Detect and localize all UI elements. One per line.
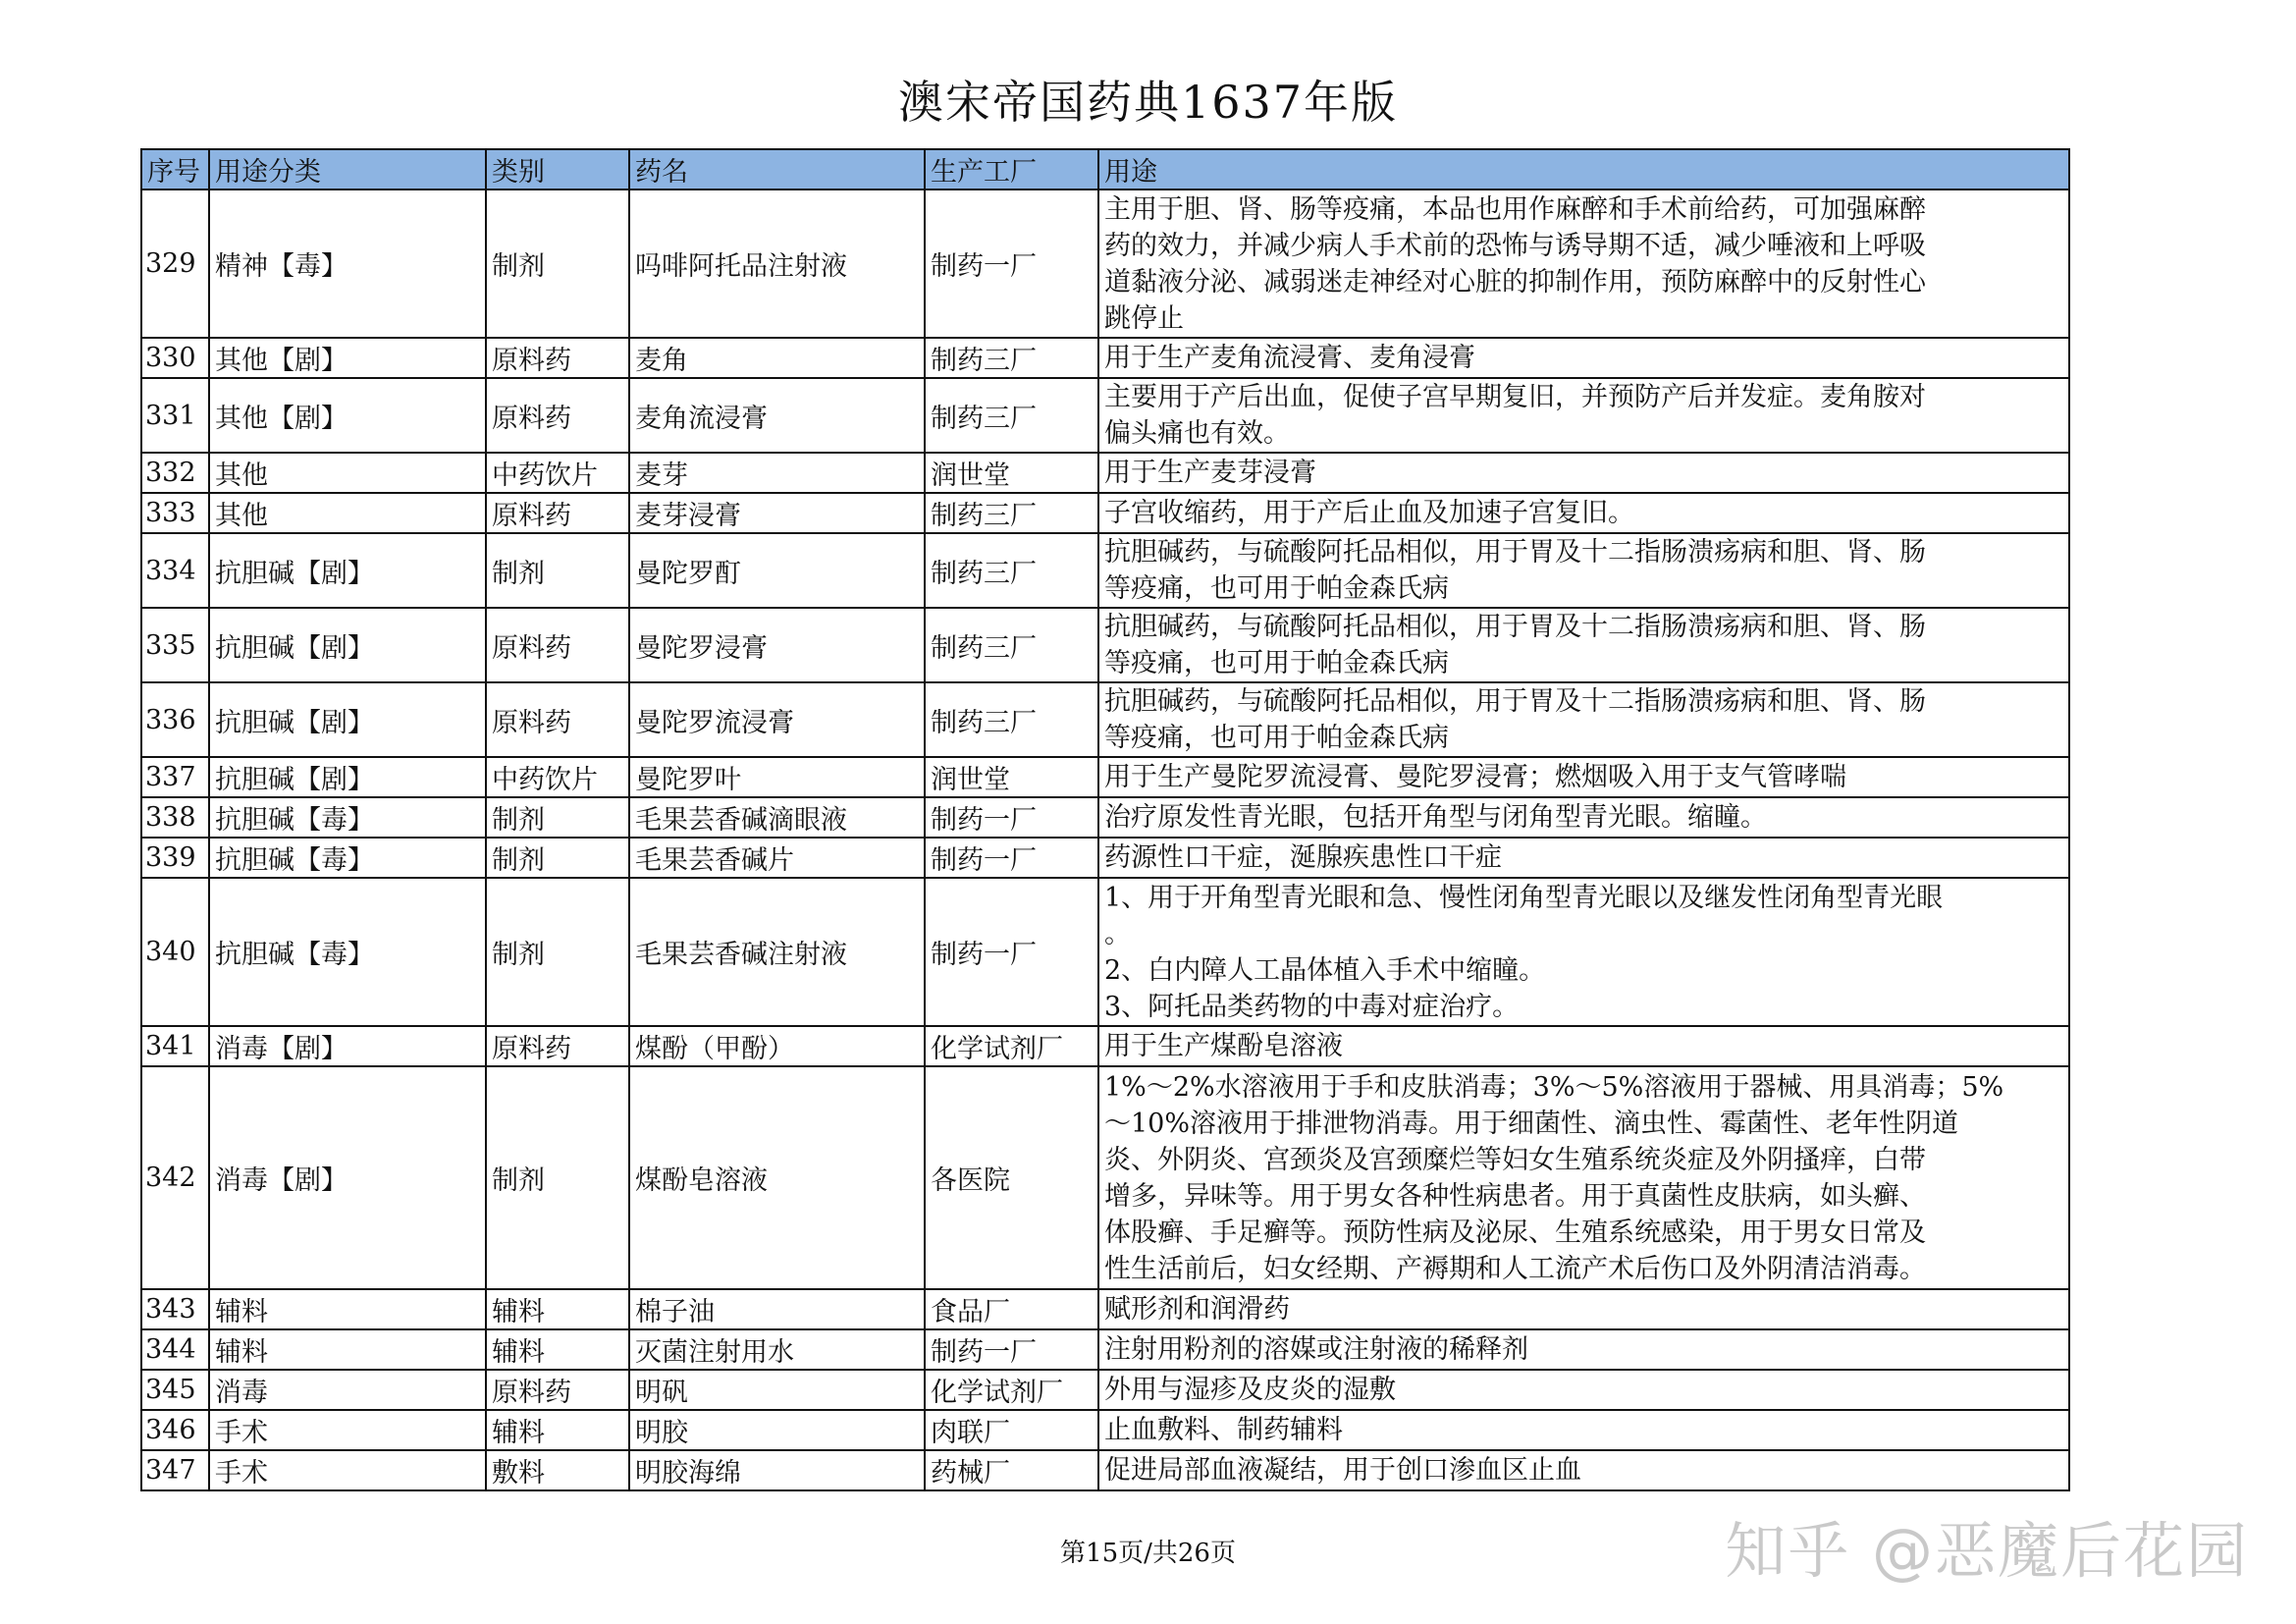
row-factory: 制药一厂 [925, 1329, 1098, 1370]
row-usage: 抗胆碱药，与硫酸阿托品相似，用于胃及十二指肠溃疡病和胆、肾、肠 等疫痛，也可用于帕金森氏病 [1098, 533, 2069, 608]
row-factory: 肉联厂 [925, 1410, 1098, 1450]
row-type: 制剂 [486, 878, 629, 1026]
header-no: 序号 [141, 149, 209, 189]
row-usage: 抗胆碱药，与硫酸阿托品相似，用于胃及十二指肠溃疡病和胆、肾、肠 等疫痛，也可用于帕金森氏病 [1098, 682, 2069, 757]
row-type: 辅料 [486, 1289, 629, 1329]
row-usage: 止血敷料、制药辅料 [1098, 1410, 2069, 1450]
pharmacopoeia-table [140, 148, 2070, 1491]
row-category: 其他 [209, 453, 486, 493]
table-row [141, 189, 2069, 338]
row-category: 其他 [209, 493, 486, 533]
row-usage: 促进局部血液凝结，用于创口渗血区止血 [1098, 1450, 2069, 1490]
header-factory: 生产工厂 [925, 149, 1098, 189]
row-number: 332 [141, 453, 209, 493]
row-number: 342 [141, 1066, 209, 1289]
document-title: 澳宋帝国药典1637年版 [897, 76, 1399, 129]
row-number: 338 [141, 797, 209, 838]
row-category: 抗胆碱【毒】 [209, 878, 486, 1026]
row-drug-name: 毛果芸香碱片 [629, 838, 925, 878]
row-category: 手术 [209, 1450, 486, 1490]
row-drug-name: 灭菌注射用水 [629, 1329, 925, 1370]
row-number: 344 [141, 1329, 209, 1370]
row-factory: 制药一厂 [925, 189, 1098, 338]
row-type: 制剂 [486, 797, 629, 838]
row-usage: 用于生产麦芽浸膏 [1098, 453, 2069, 493]
row-category: 其他【剧】 [209, 378, 486, 453]
row-drug-name: 曼陀罗叶 [629, 757, 925, 797]
row-type: 原料药 [486, 1026, 629, 1066]
row-usage: 注射用粉剂的溶媒或注射液的稀释剂 [1098, 1329, 2069, 1370]
table-row [141, 1370, 2069, 1410]
row-drug-name: 曼陀罗流浸膏 [629, 682, 925, 757]
row-type: 原料药 [486, 378, 629, 453]
table-row [141, 1066, 2069, 1289]
row-usage: 用于生产麦角流浸膏、麦角浸膏 [1098, 338, 2069, 378]
row-factory: 润世堂 [925, 757, 1098, 797]
row-drug-name: 毛果芸香碱滴眼液 [629, 797, 925, 838]
table-row [141, 1450, 2069, 1490]
row-type: 中药饮片 [486, 453, 629, 493]
row-drug-name: 麦角 [629, 338, 925, 378]
row-number: 333 [141, 493, 209, 533]
row-number: 343 [141, 1289, 209, 1329]
row-factory: 制药一厂 [925, 797, 1098, 838]
row-usage: 1%～2%水溶液用于手和皮肤消毒；3%～5%溶液用于器械、用具消毒；5% ～10%溶液用于排泄物消毒。用于细菌性、滴虫性、霉菌性、老年性阴道 炎、外阴炎、宫颈炎及宫颈糜烂等妇女生殖系统炎症及外阴搔痒，白带 增多，异味等。用于男女各种性病患者。用于真菌性皮肤病，如头癣、 体股癣、手足癣等。预防性病及泌尿、生殖系统感染，用于男女日常及 性生活前后，妇女经期、产褥期和人工流产术后伤口及外阴清洁消毒。 [1098, 1066, 2069, 1289]
row-drug-name: 煤酚（甲酚） [629, 1026, 925, 1066]
row-drug-name: 煤酚皂溶液 [629, 1066, 925, 1289]
table-row [141, 1329, 2069, 1370]
row-category: 辅料 [209, 1329, 486, 1370]
table-row [141, 378, 2069, 453]
header-usage: 用途 [1098, 149, 2069, 189]
row-drug-name: 吗啡阿托品注射液 [629, 189, 925, 338]
table-row [141, 838, 2069, 878]
table-row [141, 757, 2069, 797]
row-usage: 用于生产煤酚皂溶液 [1098, 1026, 2069, 1066]
table-header-row [141, 149, 2069, 189]
row-type: 原料药 [486, 608, 629, 682]
row-usage: 1、用于开角型青光眼和急、慢性闭角型青光眼以及继发性闭角型青光眼 。 2、白内障人工晶体植入手术中缩瞳。 3、阿托品类药物的中毒对症治疗。 [1098, 878, 2069, 1026]
row-type: 制剂 [486, 189, 629, 338]
row-type: 制剂 [486, 838, 629, 878]
row-number: 340 [141, 878, 209, 1026]
row-factory: 制药三厂 [925, 338, 1098, 378]
row-factory: 药械厂 [925, 1450, 1098, 1490]
row-factory: 制药三厂 [925, 682, 1098, 757]
row-number: 346 [141, 1410, 209, 1450]
row-type: 原料药 [486, 682, 629, 757]
row-type: 原料药 [486, 1370, 629, 1410]
row-category: 消毒 [209, 1370, 486, 1410]
row-number: 330 [141, 338, 209, 378]
row-usage: 抗胆碱药，与硫酸阿托品相似，用于胃及十二指肠溃疡病和胆、肾、肠 等疫痛，也可用于帕金森氏病 [1098, 608, 2069, 682]
row-drug-name: 明矾 [629, 1370, 925, 1410]
row-usage: 子宫收缩药，用于产后止血及加速子宫复旧。 [1098, 493, 2069, 533]
table-row [141, 493, 2069, 533]
row-category: 精神【毒】 [209, 189, 486, 338]
table-row [141, 338, 2069, 378]
row-number: 337 [141, 757, 209, 797]
watermark-text: 知乎 @恶魔后花园 [1725, 1515, 2249, 1587]
row-usage: 药源性口干症，涎腺疾患性口干症 [1098, 838, 2069, 878]
row-number: 336 [141, 682, 209, 757]
table-row [141, 682, 2069, 757]
row-drug-name: 曼陀罗浸膏 [629, 608, 925, 682]
row-number: 331 [141, 378, 209, 453]
row-factory: 各医院 [925, 1066, 1098, 1289]
table-row [141, 797, 2069, 838]
row-type: 辅料 [486, 1410, 629, 1450]
row-number: 329 [141, 189, 209, 338]
row-usage: 主要用于产后出血，促使子宫早期复旧，并预防产后并发症。麦角胺对 偏头痛也有效。 [1098, 378, 2069, 453]
row-usage: 赋形剂和润滑药 [1098, 1289, 2069, 1329]
table-row [141, 1289, 2069, 1329]
row-number: 334 [141, 533, 209, 608]
row-usage: 用于生产曼陀罗流浸膏、曼陀罗浸膏；燃烟吸入用于支气管哮喘 [1098, 757, 2069, 797]
row-category: 抗胆碱【毒】 [209, 797, 486, 838]
header-category: 用途分类 [209, 149, 486, 189]
row-factory: 制药一厂 [925, 838, 1098, 878]
row-category: 辅料 [209, 1289, 486, 1329]
row-category: 手术 [209, 1410, 486, 1450]
table-row [141, 608, 2069, 682]
row-usage: 外用与湿疹及皮炎的湿敷 [1098, 1370, 2069, 1410]
row-usage: 主用于胆、肾、肠等疫痛，本品也用作麻醉和手术前给药，可加强麻醉 药的效力，并减少病人手术前的恐怖与诱导期不适，减少唾液和上呼吸 道黏液分泌、减弱迷走神经对心脏的抑制作用，预防麻醉中的反射性心 跳停止 [1098, 189, 2069, 338]
row-number: 339 [141, 838, 209, 878]
page-number: 第15页/共26页 [1060, 1539, 1236, 1568]
header-drug-name: 药名 [629, 149, 925, 189]
row-category: 消毒【剧】 [209, 1026, 486, 1066]
row-drug-name: 曼陀罗酊 [629, 533, 925, 608]
row-category: 抗胆碱【剧】 [209, 757, 486, 797]
row-drug-name: 麦角流浸膏 [629, 378, 925, 453]
row-drug-name: 麦芽 [629, 453, 925, 493]
row-number: 341 [141, 1026, 209, 1066]
row-type: 敷料 [486, 1450, 629, 1490]
row-factory: 制药一厂 [925, 878, 1098, 1026]
table-row [141, 1026, 2069, 1066]
row-factory: 化学试剂厂 [925, 1370, 1098, 1410]
row-category: 抗胆碱【剧】 [209, 533, 486, 608]
row-drug-name: 麦芽浸膏 [629, 493, 925, 533]
row-factory: 润世堂 [925, 453, 1098, 493]
row-drug-name: 毛果芸香碱注射液 [629, 878, 925, 1026]
row-category: 抗胆碱【毒】 [209, 838, 486, 878]
row-factory: 化学试剂厂 [925, 1026, 1098, 1066]
row-category: 抗胆碱【剧】 [209, 682, 486, 757]
row-type: 原料药 [486, 338, 629, 378]
row-drug-name: 明胶 [629, 1410, 925, 1450]
row-type: 制剂 [486, 533, 629, 608]
row-type: 中药饮片 [486, 757, 629, 797]
row-usage: 治疗原发性青光眼，包括开角型与闭角型青光眼。缩瞳。 [1098, 797, 2069, 838]
row-type: 辅料 [486, 1329, 629, 1370]
row-factory: 制药三厂 [925, 378, 1098, 453]
row-category: 抗胆碱【剧】 [209, 608, 486, 682]
row-factory: 制药三厂 [925, 493, 1098, 533]
table-row [141, 1410, 2069, 1450]
table-row [141, 533, 2069, 608]
row-type: 制剂 [486, 1066, 629, 1289]
row-drug-name: 棉子油 [629, 1289, 925, 1329]
table-row [141, 878, 2069, 1026]
table-row [141, 453, 2069, 493]
row-factory: 制药三厂 [925, 608, 1098, 682]
row-category: 其他【剧】 [209, 338, 486, 378]
row-category: 消毒【剧】 [209, 1066, 486, 1289]
row-drug-name: 明胶海绵 [629, 1450, 925, 1490]
row-factory: 制药三厂 [925, 533, 1098, 608]
row-type: 原料药 [486, 493, 629, 533]
row-factory: 食品厂 [925, 1289, 1098, 1329]
row-number: 335 [141, 608, 209, 682]
row-number: 345 [141, 1370, 209, 1410]
header-type: 类别 [486, 149, 629, 189]
row-number: 347 [141, 1450, 209, 1490]
